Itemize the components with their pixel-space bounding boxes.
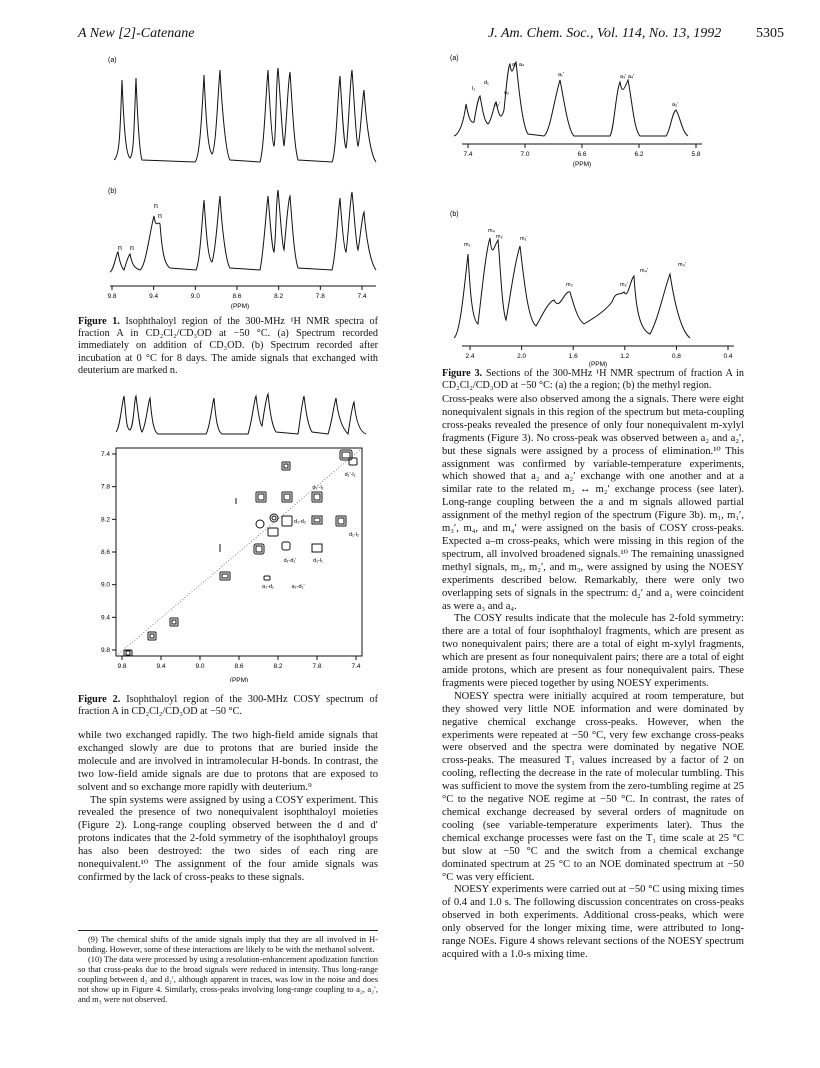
crosspeak-label-1: d₁'-l₁: [344, 472, 356, 478]
peak-m4p: m₄': [640, 268, 648, 274]
footnote-10: (10) The data were processed by using a resolution-enhancement apodization function so that cross-peaks due to the broad signals were reduced in intensity. Thus long-range coupling between d₂ and d₂′, although apparent in traces, was low in the noise and does not show up in Figure 4. Similarly, cross-peaks involving long-range coupling to a₂, a₂′, and m₃ were not observed.: [78, 955, 378, 1004]
figure-1-x-tick-label: 9.8: [107, 293, 117, 300]
figure-3-panel-a-label: (a): [450, 55, 459, 62]
figure-1-peak-n-3: n: [118, 245, 122, 252]
footnote-rule: [78, 930, 378, 931]
peak-d2p: d₂': [494, 102, 501, 108]
figure-3-b-tick-label: 2.4: [465, 353, 475, 360]
figure-1-x-tick-label: 9.0: [190, 293, 200, 300]
crosspeak-label-2: d₂'-l₁: [312, 485, 324, 491]
peak-a2: a₂: [504, 90, 510, 96]
figure-3-b-tick-label: 1.2: [620, 353, 630, 360]
crosspeak-label-5: d₁-d₁': [283, 558, 297, 564]
peak-m3p: m₃': [678, 262, 686, 268]
figure-1-ticks: [107, 286, 366, 300]
footnote-9: (9) The chemical shifts of the amide signals imply that they are all involved in H-bonding. However, some of these interactions are likely to be with the methanol solvent.: [78, 935, 378, 954]
figure-1-peak-n-1: n: [154, 203, 158, 210]
figure-2-x-tick-label: 9.0: [195, 663, 205, 670]
figure-1-caption-label: Figure 1.: [78, 316, 120, 327]
figure-2-x-ticks: [117, 656, 360, 670]
crosspeak-label-6: d₁-l₁: [313, 558, 323, 564]
peak-d1: d₁: [484, 80, 489, 86]
figure-1-caption-text: Isophthaloyl region of the 300-MHz ¹H NMR spectra of fraction A in CD₂Cl₂/CD₃OD at −50 °C. (a) Spectrum recorded immediately on addition of CD₃OD. (b) Spectrum recorded after incubation at 0 °C for 8 days. The amide signals that exchanged with deuterium are marked n.: [78, 316, 378, 376]
figure-1-x-tick-label: 8.2: [274, 293, 284, 300]
figure-2-caption-text: Isophthaloyl region of the 300-MHz COSY spectrum of fraction A in CD₂Cl₂/CD₃OD at −50 °C.: [78, 694, 378, 718]
peak-a3a4: a₃ a₄: [512, 62, 525, 68]
figure-2-caption-label: Figure 2.: [78, 694, 121, 705]
figure-3-spectrum-b: [454, 238, 690, 338]
figure-2-crosspeaks: [124, 450, 360, 656]
figure-2-y-tick-label: 8.6: [100, 549, 110, 556]
figure-2-y-tick-label: 9.0: [100, 581, 110, 589]
figure-2: [86, 392, 386, 682]
figure-3-a-tick-label: 6.6: [577, 151, 587, 158]
right-paragraph-3: NOESY spectra were initially acquired at room temperature, but they showed very little NOE information and were dominated by negative chemical exchange cross-peaks. However, when the experiments were repeated at −50 °C, very few exchange cross-peaks were observed and the spectra were dominated by negative NOE cross-peaks. The measured T₁ values increased by a factor of 2 on cooling, reflecting the decrease in the rate of molecular tumbling. This was sufficient to move the system from the zero-tumbling regime at 25 °C to the negative NOE regime at −50 °C. In contrast, the rates of chemical exchange decreased by several orders of magnitude on cooling (see variable-temperature experiments later). Thus the chemical exchange processes were fast on the T₁ time scale at 25 °C but slow at −50 °C and the switch from a chemical exchange dominated spectrum at 25 °C to an NOE dominated spectrum at −50 °C was very efficient.: [442, 690, 744, 883]
figure-3-b-axis-unit: (PPM): [588, 361, 608, 368]
figure-2-cosy: [86, 392, 386, 682]
crosspeak-label-8: a₂-d₁': [291, 584, 305, 590]
figure-3-b-ticks: [465, 346, 732, 360]
figure-2-axis-unit: (PPM): [229, 677, 249, 682]
left-column-text: [78, 730, 378, 885]
right-paragraph-1: Cross-peaks were also observed among the a signals. There were eight nonequivalent signals in this region of the spectrum but meta-coupling cross-peaks revealed the presence of only four nonequivalent m-xylyl fragments (Figure 3). No cross-peak was observed between a₂ and a₂′, but these signals were assigned by a process of elimination.¹⁰ This assignment was confirmed by variable-temperature experiments, which showed that a₂ and a₂′ exchange with one another and at a similar rate to the related m₂ ↔ m₂′ exchange process (see later). Long-range coupling between the a and m signals allowed partial assignment of the methyl region of the spectrum (Figure 3b). m₁, m₁′, m₃′, m₄, and m₄′ were assigned on the basis of COSY cross-peaks. Expected a–m cross-peaks, which were missing in this region of the spectrum, all involved broadened signals.¹⁰ The remaining unassigned methyl signals, m₂, m₂′, and m₃, were assigned by using the NOESY experiments described below. Remarkably, there were only two overlapping sets of signals in the spectrum: d₂′ and a₁ were coincident as were a₃ and a₄.: [442, 394, 744, 612]
peak-a1p: a₁': [558, 72, 564, 78]
peak-m2p: m₂': [620, 282, 628, 288]
figure-1-caption: [78, 316, 378, 377]
figure-2-y-tick-label: 7.4: [100, 451, 110, 458]
figure-3: [444, 50, 744, 420]
figure-2-y-tick-label: 8.2: [100, 516, 110, 524]
footnotes: [78, 935, 378, 1005]
figure-3-caption: [442, 368, 744, 392]
running-head-left: A New [2]-Catenane: [78, 26, 195, 41]
figure-3-b-tick-label: 0.8: [671, 353, 681, 360]
peak-m1: m₁: [464, 242, 471, 248]
figure-1-peak-n-2: n: [158, 213, 162, 220]
figure-3-spectrum-a: [454, 62, 688, 136]
figure-2-projection: [116, 394, 366, 434]
figure-1-spectrum-a: [114, 68, 376, 162]
peak-m3: m₃: [566, 282, 573, 288]
figure-1-spectrum-b: [110, 190, 376, 272]
figure-2-diagonal: [116, 448, 362, 656]
figure-1-spectra: [100, 50, 385, 312]
figure-3-a-tick-label: 7.0: [520, 151, 530, 158]
figure-2-x-tick-label: 7.8: [312, 663, 322, 670]
figure-2-x-tick-label: 8.6: [234, 663, 244, 670]
right-paragraph-4: NOESY experiments were carried out at −50 °C using mixing times of 0.4 and 1.0 s. The following discussion concentrates on cross-peaks observed in both experiments. Additional cross-peaks, which were only observed for the longer mixing time, were attributed to long-range NOEs. Figure 4 shows relevant sections of the NOESY spectrum acquired with a 1.0-s mixing time.: [442, 884, 744, 960]
peak-m1p: m₁': [520, 236, 528, 242]
peak-m2: m₂: [496, 234, 503, 240]
figure-3-caption-text: Sections of the 300-MHz ¹H NMR spectrum of fraction A in CD₂Cl₂/CD₃OD at −50 °C: (a) the a region; (b) the methyl region.: [442, 368, 744, 392]
figure-1-peak-n-4: n: [130, 245, 134, 252]
figure-2-y-tick-label: 7.8: [100, 483, 110, 491]
peak-l1: l₁: [472, 86, 476, 92]
figure-3-a-tick-label: 5.8: [691, 151, 701, 158]
figure-2-caption: [78, 694, 378, 718]
figure-3-a-axis-unit: (PPM): [572, 161, 592, 168]
right-column-text: [442, 394, 744, 962]
figure-3-b-tick-label: 0.4: [723, 353, 733, 360]
crosspeak-label-3: d₁-d₂: [294, 519, 306, 525]
page-number: 5305: [756, 26, 784, 41]
figure-1-x-tick-label: 7.8: [315, 293, 325, 300]
figure-1: [100, 50, 385, 312]
figure-3-b-tick-label: 1.6: [568, 353, 578, 360]
figure-1-panel-b-label: (b): [108, 188, 117, 195]
figure-3-a-ticks: [463, 144, 700, 158]
figure-2-x-tick-label: 8.2: [273, 663, 283, 670]
crosspeak-label-4: d₁-l₂: [348, 532, 360, 538]
figure-2-x-tick-label: 9.4: [156, 663, 166, 670]
left-paragraph-2: The spin systems were assigned by using a COSY experiment. This revealed the presence of two nonequivalent isophthaloyl moieties (Figure 2). Long-range coupling observed between the d and d′ protons indicates that the 2-fold symmetry of the isophthaloyl groups has also been destroyed: the two sides of each ring are nonequivalent.¹⁰ The assignment of the four amide signals was confirmed by the lack of cross-peaks to these signals.: [78, 794, 378, 883]
crosspeak-label-7: a₁-d₁: [262, 584, 274, 590]
running-head-journal: J. Am. Chem. Soc., Vol. 114, No. 13, 1992: [488, 26, 722, 41]
figure-1-axis-unit: (PPM): [230, 303, 250, 310]
peak-a2p: a₂': [672, 102, 679, 108]
figure-3-panel-b-label: (b): [450, 211, 459, 218]
figure-3-spectra: [444, 50, 744, 420]
figure-3-a-tick-label: 6.2: [634, 151, 644, 158]
left-paragraph-1: while two exchanged rapidly. The two high-field amide signals that exchanged slowly are due to protons that are buried inside the molecule and are involved in intramolecular H-bonds. In contrast, the two low-field amide signals are due to protons that are exposed to solvent and so exchange more rapidly with deuterium.⁹: [78, 730, 378, 793]
figure-3-b-tick-label: 2.0: [517, 353, 527, 360]
figure-3-a-tick-label: 7.4: [463, 151, 473, 158]
figure-2-y-tick-label: 9.4: [100, 614, 110, 622]
figure-2-x-tick-label: 9.8: [117, 663, 127, 670]
peak-m4: m₄: [488, 228, 495, 234]
right-paragraph-2: The COSY results indicate that the molecule has 2-fold symmetry: there are a total of four isophthaloyl fragments, which are present as two nonequivalent pairs; there are a total of eight m-xylyl fragments, which are present as four nonequivalent pairs; there are a total of eight amide protons, which are present as four nonequivalent pairs. These fragments were pieced together by using NOESY experiments.: [442, 613, 744, 689]
figure-1-panel-a-label: (a): [108, 57, 117, 64]
figure-1-x-tick-label: 9.4: [149, 293, 159, 300]
figure-3-caption-label: Figure 3.: [442, 368, 483, 379]
figure-2-y-tick-label: 9.8: [100, 647, 110, 654]
figure-2-x-tick-label: 7.4: [351, 663, 361, 670]
peak-a3pa4p: a₃' a₄': [620, 74, 635, 80]
figure-2-y-ticks: [101, 451, 116, 654]
figure-1-x-tick-label: 8.6: [232, 293, 242, 300]
figure-1-x-tick-label: 7.4: [357, 293, 367, 300]
